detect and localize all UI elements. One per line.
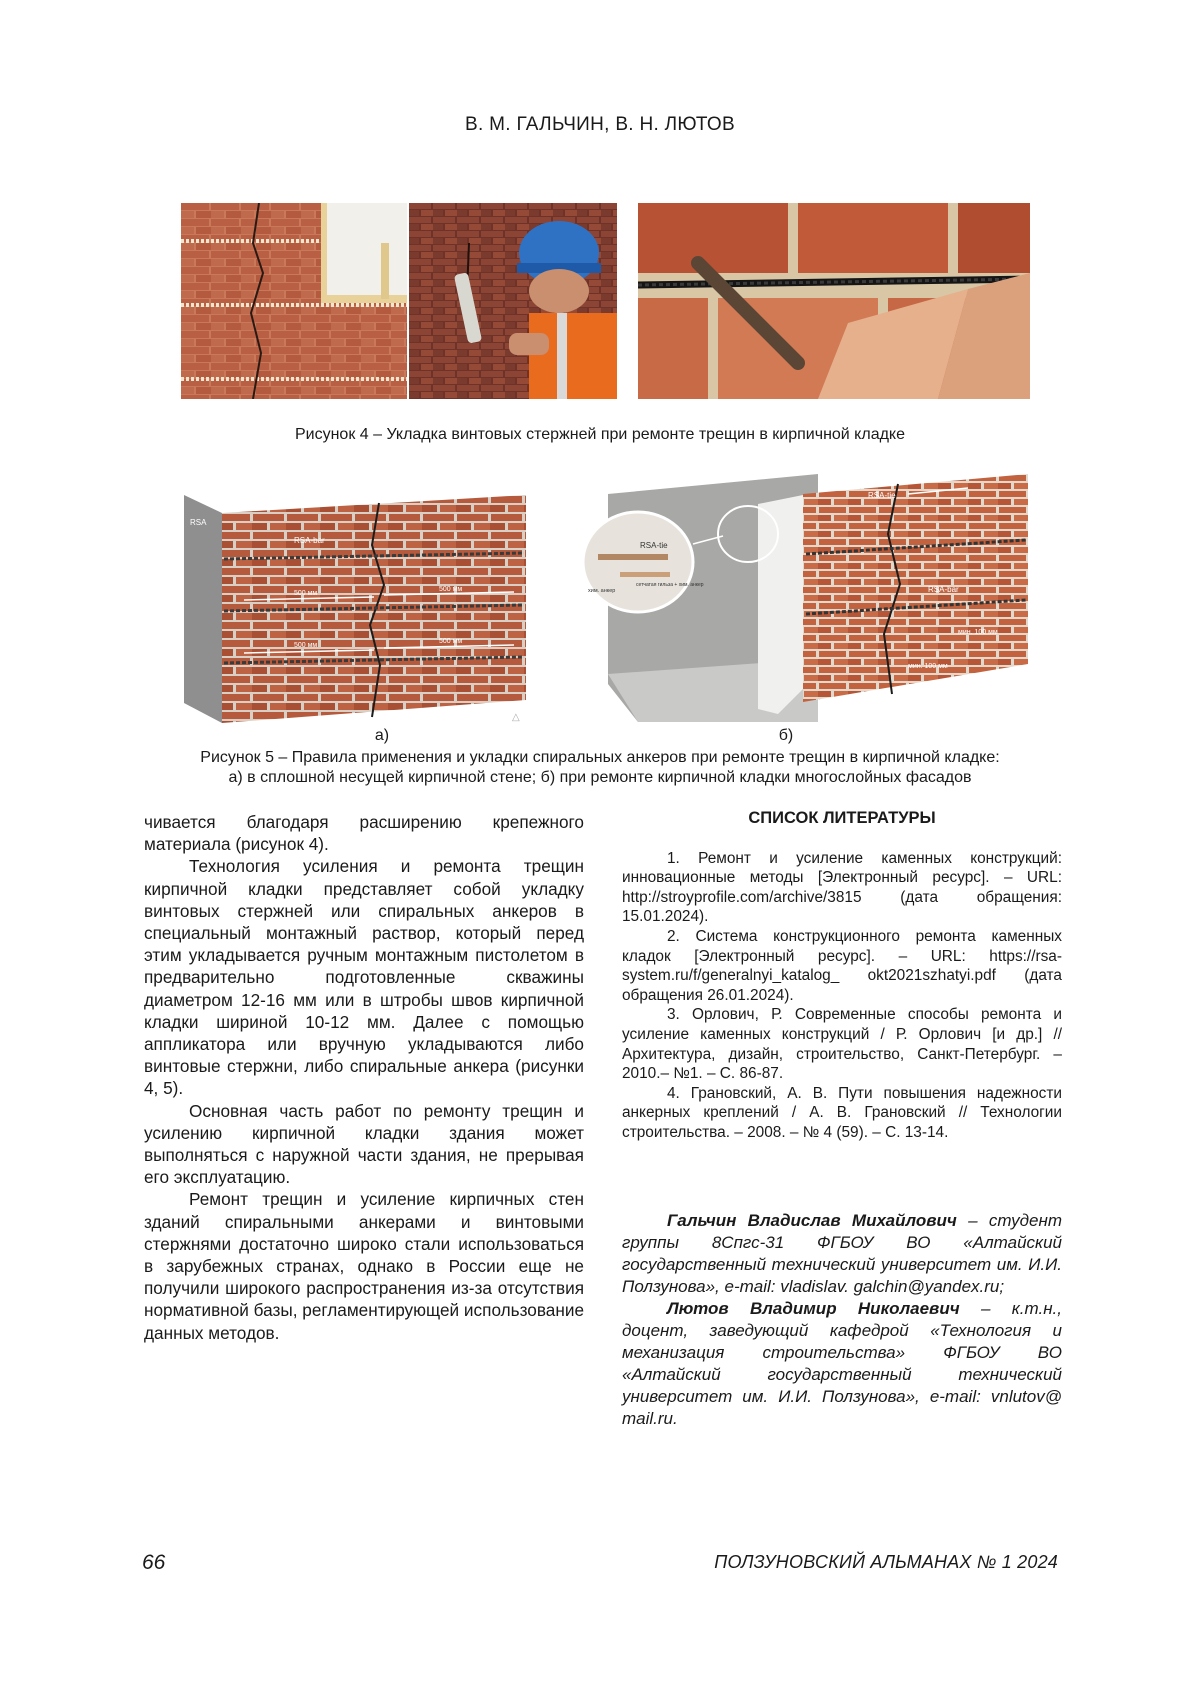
figure5b-lens-note1: хим. анкер [588,588,615,594]
body-column-left [144,811,584,1344]
author-1-details: – студент группы 8Спгс-31 ФГБОУ ВО «Алтайский государственный технический университет им. И.И. Ползунова», e-mail: vladislav. galchin@yandex.ru; [622,1211,1062,1296]
rod-in-joint-illustration [638,203,1030,399]
reference-item: 4. Грановский, А. В. Пути повышения надежности анкерных креплений / А. В. Грановский // Технологии строительства. – 2008. – № 4 (59). – С. 13-14. [622,1084,1062,1143]
figure5b-dim1: мин. 100 мм [958,629,998,636]
body-paragraph-4: Ремонт трещин и усиление кирпичных стен зданий спиральными анкерами и винтовыми стержнями достаточно широко стали использоваться в зарубежных странах, однако в России еще не получили широкого распространения из-за отсутствия нормативной базы, регламентирующей использование данных методов. [144,1188,584,1343]
figure4-photo-left [181,203,407,399]
triangle-mark: △ [512,712,520,723]
journal-title: ПОЛЗУНОВСКИЙ АЛЬМАНАХ № 1 2024 [714,1552,1058,1573]
author-1 [622,1210,1062,1298]
figure5-caption-line1: Рисунок 5 – Правила применения и укладки спиральных анкеров при ремонте трещин в кирпичной кладке: [100,748,1100,767]
authors-info [622,1210,1062,1430]
figure5b-brand: RSA [576,483,593,492]
author-1-name: Гальчин Владислав Михайлович [667,1211,957,1230]
body-paragraph-1: чивается благодаря расширению крепежного материала (рисунок 4). [144,811,584,855]
worker-photo-illustration [409,203,617,399]
reference-item: 3. Орлович, Р. Современные способы ремонта и усиление каменных конструкций / Р. Орлович [и др.] // Архитектура, дизайн, строительство, Санкт-Петербург. – 2010.– №1. – С. 86-87. [622,1005,1062,1083]
figure5b-lens-tie: RSA-tie [640,541,668,550]
figure5a-image [184,495,526,723]
reference-item: 2. Система конструкционного ремонта каменных кладок [Электронный ресурс]. – URL: https://rsa-system.ru/f/generalnyi_katalog_ okt2021szhatyi.pdf (дата обращения 26.01.2024). [622,927,1062,1005]
page-number: 66 [142,1551,165,1575]
figure5a-brand: RSA [190,518,207,527]
figure5a-dim-2: 500 мм [439,586,462,593]
references-title: СПИСОК ЛИТЕРАТУРЫ [622,809,1062,829]
figure5b-image [548,474,1028,722]
author-2 [622,1298,1062,1430]
references-section [622,809,1062,1143]
figure5a-dim-4: 500 мм [439,638,462,645]
figure4-photo-right [638,203,1030,399]
reference-item: 1. Ремонт и усиление каменных конструкций: инновационные методы [Электронный ресурс]. – URL: http://stroyprofile.com/archive/3815 (дата обращения: 15.01.2024). [622,849,1062,927]
figure5a-dim-1: 500 мм [294,590,317,597]
running-header: В. М. ГАЛЬЧИН, В. Н. ЛЮТОВ [0,114,1200,136]
body-paragraph-2: Технология усиления и ремонта трещин кирпичной кладки представляет собой укладку винтовых стержней или спиральных анкеров в специальный монтажный раствор, который перед этим укладывается ручным монтажным пистолетом в предварительно подготовленные скважины диаметром 12-16 мм или в штробы швов кирпичной кладки шириной 10-12 мм. Далее с помощью аппликатора или вручную укладываются либо винтовые стержни, либо спиральные анкера (рисунки 4, 5). [144,855,584,1099]
figure5-caption-line2: а) в сплошной несущей кирпичной стене; б) при ремонте кирпичной кладки многослойных фасадов [100,768,1100,787]
figure5b-bar-label: RSA-bar [928,585,959,594]
figure4-photo-middle [409,203,617,399]
figure5a-bar-label: RSA-bar [294,536,325,545]
figure4-caption: Рисунок 4 – Укладка винтовых стержней при ремонте трещин в кирпичной кладке [150,425,1050,444]
figure5-label-b: б) [766,726,806,745]
figure5b-dim2: мин. 100 мм [908,663,948,670]
author-2-name: Лютов Владимир Николаевич [667,1299,960,1318]
figure5a-dim-3: 500 мм [294,642,317,649]
body-paragraph-3: Основная часть работ по ремонту трещин и усилению кирпичной кладки здания может выполняться с наружной части здания, не прерывая его эксплуатацию. [144,1100,584,1189]
figure5b-tie-label: RSA-tie [868,491,896,500]
author-2-details: – к.т.н., доцент, заведующий кафедрой «Технология и механизация строительства» ФГБОУ ВО «Алтайский государственный технический университет им. И.И. Ползунова», e-mail: vnlutov@ mail.ru. [622,1299,1062,1428]
brick-wall-illustration [181,203,407,399]
figure5-label-a: а) [362,726,402,745]
figure5b-lens-note2: сетчатая гильза + хим. анкер [636,582,704,588]
